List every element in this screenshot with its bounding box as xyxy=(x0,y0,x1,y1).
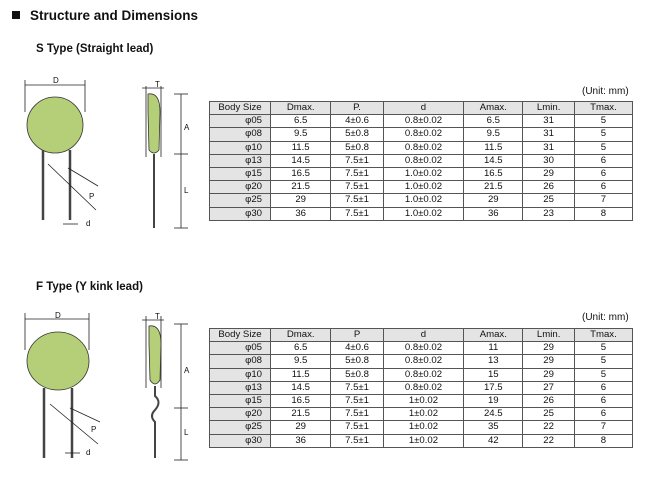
table-row xyxy=(210,355,633,368)
table-cell: 6 xyxy=(574,381,632,394)
table-cell: 5 xyxy=(574,128,632,141)
drawing-label-a: A xyxy=(184,123,190,132)
table-cell: 0.8±0.02 xyxy=(383,154,463,167)
drawing-label-l: L xyxy=(184,428,189,437)
table-cell: 11 xyxy=(464,342,523,355)
table-cell: 29 xyxy=(523,355,574,368)
header-cell: Dmax. xyxy=(271,102,331,115)
table-cell: 9.5 xyxy=(271,128,331,141)
table-cell: 16.5 xyxy=(271,167,331,180)
table-cell: 14.5 xyxy=(464,154,523,167)
header-cell: Amax. xyxy=(464,329,523,342)
table-cell: 22 xyxy=(523,434,574,447)
table-cell: 30 xyxy=(523,154,574,167)
body-size-cell: φ13 xyxy=(210,154,271,167)
table-cell: 29 xyxy=(271,194,331,207)
table-cell: 42 xyxy=(464,434,523,447)
table-cell: 5 xyxy=(574,115,632,128)
table-cell: 7.5±1 xyxy=(331,408,383,421)
table-row xyxy=(210,115,633,128)
table-cell: 17.5 xyxy=(464,381,523,394)
body-size-cell: φ08 xyxy=(210,128,271,141)
page-title-text: Structure and Dimensions xyxy=(30,8,199,23)
table-row xyxy=(210,408,633,421)
table-row xyxy=(210,381,633,394)
table-cell: 7.5±1 xyxy=(331,421,383,434)
table-cell: 1±0.02 xyxy=(383,394,463,407)
body-size-cell: φ20 xyxy=(210,408,271,421)
table-cell: 6 xyxy=(574,181,632,194)
table-cell: 8 xyxy=(574,434,632,447)
table-cell: 11.5 xyxy=(464,141,523,154)
table-cell: 26 xyxy=(523,394,574,407)
table-cell: 6 xyxy=(574,394,632,407)
table-row xyxy=(210,141,633,154)
table-cell: 6 xyxy=(574,167,632,180)
table-cell: 1±0.02 xyxy=(383,421,463,434)
body-size-cell: φ25 xyxy=(210,194,271,207)
table-cell: 14.5 xyxy=(271,154,331,167)
table-cell: 26 xyxy=(523,181,574,194)
header-cell: Lmin. xyxy=(523,102,574,115)
table-cell: 29 xyxy=(271,421,331,434)
table-cell: 6.5 xyxy=(271,342,331,355)
table-cell: 11.5 xyxy=(271,141,331,154)
body-size-cell: φ05 xyxy=(210,342,271,355)
table-cell: 31 xyxy=(523,141,574,154)
table-cell: 6 xyxy=(574,154,632,167)
table-cell: 13 xyxy=(464,355,523,368)
section-title-s-type: S Type (Straight lead) xyxy=(36,43,154,55)
unit-label: (Unit: mm) xyxy=(582,86,629,97)
table-cell: 5±0.8 xyxy=(331,355,383,368)
table-cell: 6.5 xyxy=(464,115,523,128)
table-cell: 22 xyxy=(523,421,574,434)
table-cell: 23 xyxy=(523,207,574,220)
table-cell: 35 xyxy=(464,421,523,434)
body-size-cell: φ10 xyxy=(210,141,271,154)
table-cell: 5±0.8 xyxy=(331,128,383,141)
table-row xyxy=(210,434,633,447)
table-cell: 7.5±1 xyxy=(331,194,383,207)
drawing-label-p: P xyxy=(89,192,95,201)
table-cell: 1.0±0.02 xyxy=(383,207,463,220)
table-cell: 7.5±1 xyxy=(331,207,383,220)
body-size-cell: φ13 xyxy=(210,381,271,394)
body-size-cell: φ25 xyxy=(210,421,271,434)
table-cell: 21.5 xyxy=(271,181,331,194)
body-size-cell: φ05 xyxy=(210,115,271,128)
body-size-cell: φ20 xyxy=(210,181,271,194)
s-type-drawing xyxy=(18,72,198,234)
table-cell: 27 xyxy=(523,381,574,394)
table-cell: 31 xyxy=(523,115,574,128)
table-cell: 29 xyxy=(523,167,574,180)
drawing-label-lead-d: d xyxy=(86,219,91,228)
table-cell: 21.5 xyxy=(464,181,523,194)
table-cell: 0.8±0.02 xyxy=(383,342,463,355)
table-cell: 0.8±0.02 xyxy=(383,128,463,141)
table-cell: 25 xyxy=(523,194,574,207)
table-cell: 0.8±0.02 xyxy=(383,141,463,154)
header-cell: d xyxy=(383,102,463,115)
f-type-drawing xyxy=(18,308,198,468)
table-cell: 0.8±0.02 xyxy=(383,115,463,128)
table-cell: 21.5 xyxy=(271,408,331,421)
header-cell: d xyxy=(383,329,463,342)
table-cell: 14.5 xyxy=(271,381,331,394)
table-cell: 7.5±1 xyxy=(331,167,383,180)
header-cell: Body Size xyxy=(210,329,271,342)
table-row xyxy=(210,194,633,207)
table-cell: 25 xyxy=(523,408,574,421)
header-cell: P xyxy=(331,329,383,342)
table-cell: 7.5±1 xyxy=(331,381,383,394)
table-cell: 0.8±0.02 xyxy=(383,381,463,394)
drawing-label-a: A xyxy=(184,366,190,375)
table-row xyxy=(210,181,633,194)
table-cell: 1.0±0.02 xyxy=(383,194,463,207)
table-cell: 7.5±1 xyxy=(331,434,383,447)
drawing-label-l: L xyxy=(184,186,189,195)
table-cell: 1±0.02 xyxy=(383,434,463,447)
table-cell: 5±0.8 xyxy=(331,141,383,154)
table-header-row xyxy=(210,329,633,342)
body-size-cell: φ15 xyxy=(210,394,271,407)
body-size-cell: φ10 xyxy=(210,368,271,381)
table-cell: 1±0.02 xyxy=(383,408,463,421)
section-title-f-type: F Type (Y kink lead) xyxy=(36,281,143,293)
table-cell: 5 xyxy=(574,342,632,355)
table-cell: 16.5 xyxy=(271,394,331,407)
table-cell: 5 xyxy=(574,368,632,381)
body-size-cell: φ15 xyxy=(210,167,271,180)
body-size-cell: φ30 xyxy=(210,434,271,447)
table-cell: 5±0.8 xyxy=(331,368,383,381)
table-cell: 9.5 xyxy=(464,128,523,141)
table-cell: 6.5 xyxy=(271,115,331,128)
table-cell: 1.0±0.02 xyxy=(383,181,463,194)
table-cell: 5 xyxy=(574,355,632,368)
table-cell: 0.8±0.02 xyxy=(383,368,463,381)
square-bullet-icon xyxy=(12,11,20,19)
table-cell: 7.5±1 xyxy=(331,154,383,167)
drawing-label-p: P xyxy=(91,425,97,434)
table-cell: 15 xyxy=(464,368,523,381)
table-cell: 11.5 xyxy=(271,368,331,381)
header-cell: Dmax. xyxy=(271,329,331,342)
table-cell: 19 xyxy=(464,394,523,407)
table-cell: 31 xyxy=(523,128,574,141)
header-cell: Body Size xyxy=(210,102,271,115)
table-cell: 8 xyxy=(574,207,632,220)
drawing-label-d: D xyxy=(53,76,59,85)
table-cell: 5 xyxy=(574,141,632,154)
table-row xyxy=(210,342,633,355)
body-size-cell: φ08 xyxy=(210,355,271,368)
drawing-label-d: D xyxy=(55,311,61,320)
header-cell: P. xyxy=(331,102,383,115)
page-title xyxy=(12,8,198,23)
f-type-spec-table xyxy=(209,328,633,448)
table-cell: 29 xyxy=(523,342,574,355)
drawing-label-t: T xyxy=(155,312,160,321)
table-row xyxy=(210,394,633,407)
table-cell: 7.5±1 xyxy=(331,181,383,194)
drawing-label-t: T xyxy=(155,80,160,89)
table-cell: 36 xyxy=(271,434,331,447)
table-row xyxy=(210,207,633,220)
s-type-spec-table xyxy=(209,101,633,221)
table-row xyxy=(210,154,633,167)
table-cell: 29 xyxy=(523,368,574,381)
table-cell: 24.5 xyxy=(464,408,523,421)
table-cell: 7.5±1 xyxy=(331,394,383,407)
header-cell: Lmin. xyxy=(523,329,574,342)
table-cell: 7 xyxy=(574,421,632,434)
table-row xyxy=(210,368,633,381)
table-header-row xyxy=(210,102,633,115)
table-cell: 4±0.6 xyxy=(331,342,383,355)
table-cell: 16.5 xyxy=(464,167,523,180)
table-cell: 36 xyxy=(464,207,523,220)
table-cell: 7 xyxy=(574,194,632,207)
table-cell: 6 xyxy=(574,408,632,421)
body-size-cell: φ30 xyxy=(210,207,271,220)
table-cell: 4±0.6 xyxy=(331,115,383,128)
unit-label: (Unit: mm) xyxy=(582,312,629,323)
table-cell: 36 xyxy=(271,207,331,220)
table-row xyxy=(210,421,633,434)
header-cell: Tmax. xyxy=(574,329,632,342)
table-cell: 1.0±0.02 xyxy=(383,167,463,180)
header-cell: Amax. xyxy=(464,102,523,115)
table-row xyxy=(210,167,633,180)
table-row xyxy=(210,128,633,141)
table-cell: 29 xyxy=(464,194,523,207)
table-cell: 9.5 xyxy=(271,355,331,368)
drawing-label-lead-d: d xyxy=(86,448,91,457)
table-cell: 0.8±0.02 xyxy=(383,355,463,368)
header-cell: Tmax. xyxy=(574,102,632,115)
